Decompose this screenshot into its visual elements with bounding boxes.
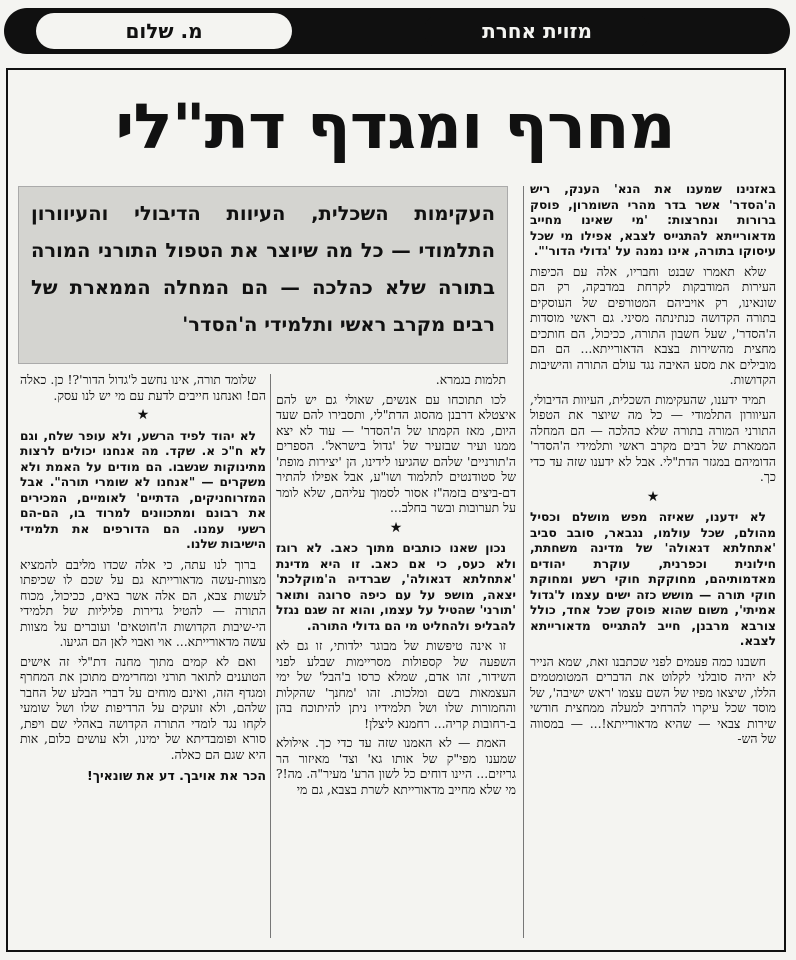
article-column-1: [530, 182, 776, 940]
article-column-3: [20, 372, 266, 940]
paragraph: שלא תאמרו שבנט וחבריו, אלה עם הכיפות העירות המודבקות לקרחת במדבקה, רק הם שונאינו, רק אויביהם המטורפים של העוסקים בתורה הקדושה כנתינתה מסיני. גם ראשי מוסדות ה'הסדר', שעל חשבון התורה, ככיכול, הם חותכים מחצית מהשירות בצבא הדאורייתא... הם הם מובילים את מסע האיבה נגד עולם התורה והישיבות הקדושות.: [530, 263, 776, 387]
paragraph: לא ידענו, שאיזה מפש מושלם וכסיל מהולם, שכל עולמו, נגבאר, סובב סביב 'אתחלתא דגאולה' של מדינה משחתת, חילונית וכפרנית, עוקרת יהודים מאדמותיהם, מחוקקת חוקי רשע ומחוקת חוקי תורה — מושש כזה ישים עצמו ל'גדול אמיתי', משום שהוא פוסק שכל אחד, כולל צורבא מרבנן, חייב להתגייס מדאורייתא לצבא.: [530, 510, 776, 648]
section-star: ★: [389, 519, 403, 536]
article-column-2: [276, 372, 516, 940]
column-header-bar: [4, 8, 790, 54]
paragraph: לא יהוד לפיד הרשע, ולא עופר שלח, וגם לא ח"כ א. שקד. מה אנחנו יכולים לרצות מתינוקות שנשבו. הם מודים על האמת ולא משקרים — "אנחנו לא שומרי תורה". אבל המזרוחניקים, הדתיים' לאומיים, המכירים את רבונם ומתכוונים למרוד בו, הם-הם רשעי עמנו. הם הדורפים את תלמידי הישיבות שלנו.: [20, 428, 266, 551]
paragraph: לכו תתוכחו עם אנשים, שאולי גם יש להם איצטלא דרבנן מהסוג הדת"לי, ותסבירו להם שעד היום, מאז הקמתו של ה'הסדר' — עוד לא יצא ממנו ועיר שבזעיר של 'גדול בישראל'. הספרים ה'תורניים' שלהם שהגיעו לידינו, הן 'יצירות מופת' של סטודנטים לתלמוד ושו"ע, אבל אפילו להתיר דם-ביצים בזמה"ז אסור לסמוך עליהם, שלא לומר על תערובות ובשר בחלב...: [276, 391, 516, 515]
paragraph: באזנינו שמענו את הנא' הענק, ריש ה'הסדר' אשר בדר מהרי השומרון, פוסק ברורות ונחרצות: 'מי שאינו מחייב מדאורייתא להתגייס לצבא, אפילו מי שכל עיסוקו בתורה, אינו נמנה על 'גדולי הדור'".: [530, 182, 776, 258]
article-headline: מחרף ומגדף דת"לי: [115, 89, 675, 163]
paragraph: זו אינה טיפשות של מבוגר ילדותי, זו גם לא השפעה של קספולות מסריימות שבלע לפני השידור, זהו אדם, שמלא כרסו ב'הבל' של ימי העצמאות בשם ומלכות. זהו 'מחנך' שהקלות והחמורות שלו ושל תלמידיו ניתן להיתוכח בהן ב-רחובות קריה... רחמנא ליצלן!: [276, 638, 516, 731]
paragraph: האמת — לא האמנו שזה עד כדי כך. אילולא שמענו מפי"ק של אותו גא' וצד' מאיזור הר גריזים... היינו דוחים כל לשון הרע' מעיר"ה. מה!? מי שלא מחייב מדאורייתא לשרת בצבא, גם מי: [276, 735, 516, 797]
column-divider: [523, 186, 524, 938]
article-subhead: העקימות השכלית, העיוות הדיבולי והעיוורון התלמודי — כל מה שיוצר את הטפול התורני המורה בתורה שלא כהלכה — הם המחלה הממארת של רבים מקרב ראשי ותלמידי ה'הסדר': [18, 186, 508, 364]
author-name: מ. שלום: [36, 13, 292, 49]
paragraph: חשבנו כמה פעמים לפני שכתבנו זאת, שמא הנייר לא יהיה סובלני לקלוט את הדברים המטומטמים הללו, שיצאו מפיו של השם עצמו 'ראש ישיבה', של מוסד שכל עיקרו להרחיב למעלה ממחצית חודשי שירות צבאי — שהיא מדאורייתא!... — במסווה של הש-: [530, 653, 776, 746]
column-divider: [270, 374, 271, 938]
paragraph: ואם לא קמים מתוך מחנה דת"לי זה אישים הטוענים לתואר תורני ומחרימים מתוכן את המחרף ומגדף הזה, ואינם מוחים על דברי הבלע של החבר שלהם, ולא זועקים על הרדיפות שלו ושל שומעי לקחו נגד לומדי התורה הקדושה באהלי שם ויפת, סורא ופומבדיתא של ימינו, ולא עושים כלום, אות היא שגם הם כאלה.: [20, 653, 266, 762]
column-name: מזוית אחרת: [424, 13, 650, 49]
paragraph: הכר את אויבך. דע את שונאיך!: [86, 768, 266, 783]
paragraph: ברוך לנו עתה, כי אלה שכדו מליבם להמציא מצוות-עשה מדאורייתא גם על שכם לו שכיפתו לעשות צבא, הם אלה אשר באים, ככיכול, מכוח התורה — להטיל גדירות פליליות של תלמידי הי-שיבות הקדושות ה'חוטאים' ועוברים על מצוות עשה מדאורייתא... אוי ואבוי לאן הם הגיעו.: [20, 556, 266, 649]
paragraph: שלומד תורה, אינו נחשב ל'גדול הדור'?! כן. כאלה הם! ואנחנו חייבים לדעת עם מי יש לנו עסק.: [20, 372, 266, 403]
section-star: ★: [136, 407, 150, 423]
paragraph: תמיד ידענו, שהעקימות השכלית, העיוות הדיבולי, העיוורון התלמודי — כל מה שיוצר את הטפול התורני המורה בתורה שלא כהלכה — הם המחלה הממארת של רבים מקרב ראשי ותלמידי ה'הסדר' הדומיהם במגזר הדת"לי. אבל לא ידענו שזה עד כדי כך.: [530, 391, 776, 484]
paragraph: תלמות בגמרא.: [435, 372, 506, 387]
paragraph: נכון שאנו כותבים מתוך כאב. לא רוגז ולא כעס, כי אם כאב. זו היא מדינת 'אתחלתא דגאולה', שברדיה ה'מוקלכת' יצאה, מושפ על עם כיפה סרוגה ותואר 'תורני' שהטיל על עצמו, והוא זה שגם נגזל להבליפ ולהחליט מי הם גדולי התורה.: [276, 541, 516, 633]
section-star: ★: [646, 488, 660, 505]
